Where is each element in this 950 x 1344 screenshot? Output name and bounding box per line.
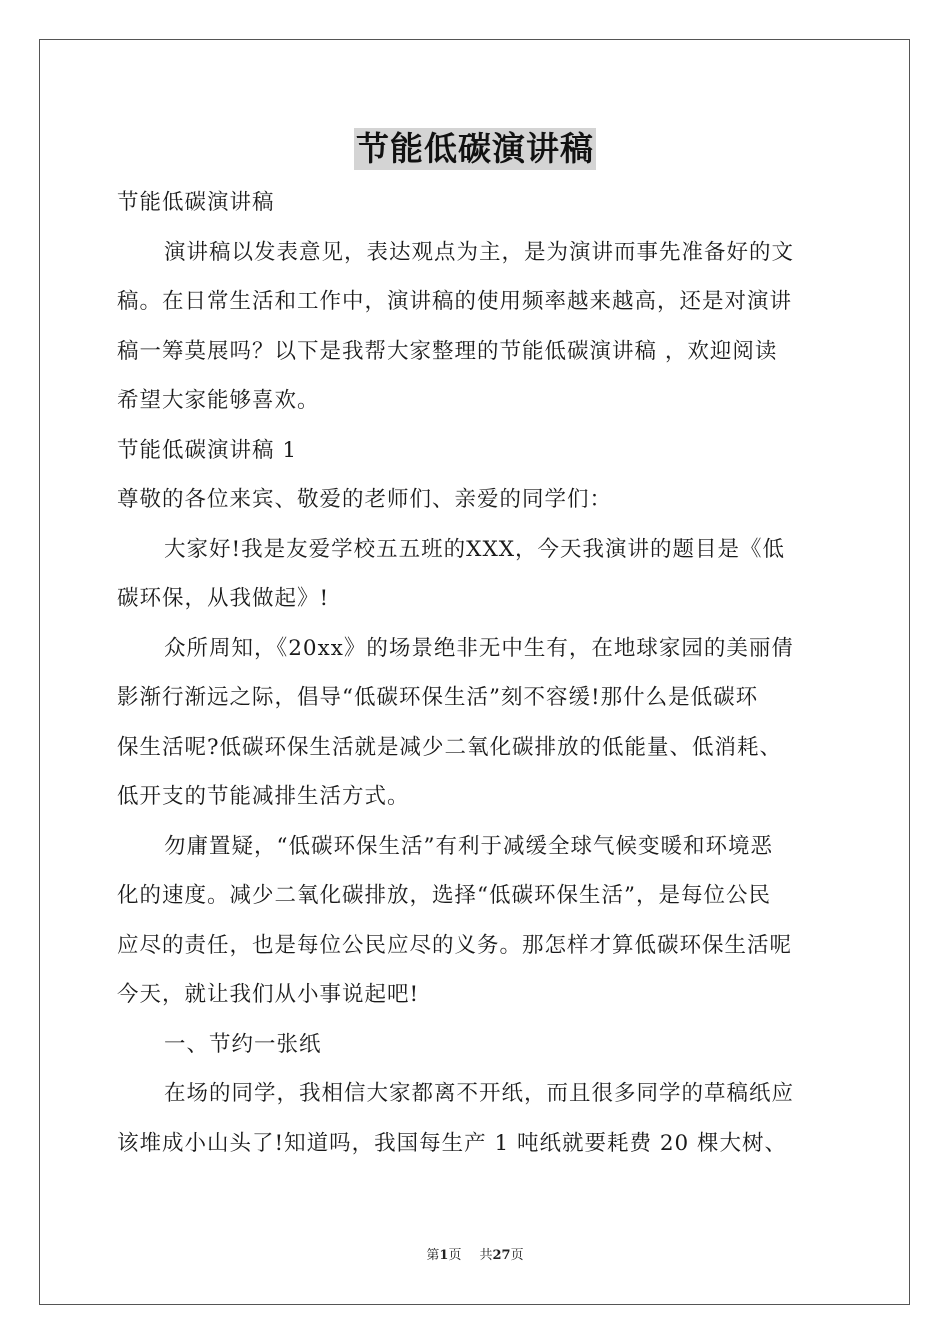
paragraph-line: 今天，就让我们从小事说起吧!	[117, 982, 420, 1007]
paragraph-line: 演讲稿以发表意见，表达观点为主，是为演讲而事先准备好的文	[164, 239, 795, 265]
paragraph-line: 在场的同学，我相信大家都离不开纸，而且很多同学的草稿纸应	[164, 1081, 795, 1106]
paragraph-line: 该堆成小山头了!知道吗，我国每生产 1 吨纸就要耗费 20 棵大树、	[117, 1130, 788, 1156]
paragraph-line: 稿一筹莫展吗？以下是我帮大家整理的节能低碳演讲稿 ，欢迎阅读	[117, 338, 778, 364]
document-body	[117, 178, 835, 1168]
paragraph-line: 化的速度。减少二氧化碳排放，选择“低碳环保生活”，是每位公民	[117, 883, 771, 908]
total-prefix: 共	[479, 1248, 493, 1263]
section-heading: 节能低碳演讲稿 1	[117, 437, 298, 463]
total-pages: 27	[492, 1248, 511, 1263]
paragraph-line: 勿庸置疑，“低碳环保生活”有利于减缓全球气候变暖和环境恶	[164, 833, 773, 859]
paragraph-line: 希望大家能够喜欢。	[117, 388, 320, 413]
page-footer	[0, 1247, 950, 1265]
paragraph-line: 大家好!我是友爱学校五五班的XXX，今天我演讲的题目是《低	[164, 536, 786, 562]
paragraph-line: 影渐行渐远之际，倡导“低碳环保生活”刻不容缓!那什么是低碳环	[117, 685, 759, 710]
paragraph-line: 碳环保，从我做起》!	[117, 586, 330, 611]
paragraph-line: 稿。在日常生活和工作中，演讲稿的使用频率越来越高，还是对演讲	[117, 289, 793, 314]
paragraph-line: 应尽的责任，也是每位公民应尽的义务。那怎样才算低碳环保生活呢	[117, 932, 793, 958]
paragraph-line: 众所周知，《20xx》的场景绝非无中生有，在地球家园的美丽倩	[164, 635, 794, 661]
paragraph-line: 低开支的节能减排生活方式。	[117, 784, 410, 809]
salutation-line: 尊敬的各位来宾、敬爱的老师们、亲爱的同学们：	[117, 487, 613, 512]
page-prefix: 第	[426, 1248, 440, 1263]
paragraph-line: 保生活呢?低碳环保生活就是减少二氧化碳排放的低能量、低消耗、	[117, 734, 783, 760]
subsection-heading: 一、节约一张纸	[164, 1031, 322, 1057]
page-suffix: 页	[448, 1248, 462, 1263]
subtitle-line: 节能低碳演讲稿	[117, 190, 275, 215]
total-suffix: 页	[510, 1248, 524, 1263]
document-title: 节能低碳演讲稿	[356, 129, 594, 168]
page-number: 1	[439, 1248, 449, 1263]
title-container	[0, 128, 950, 170]
